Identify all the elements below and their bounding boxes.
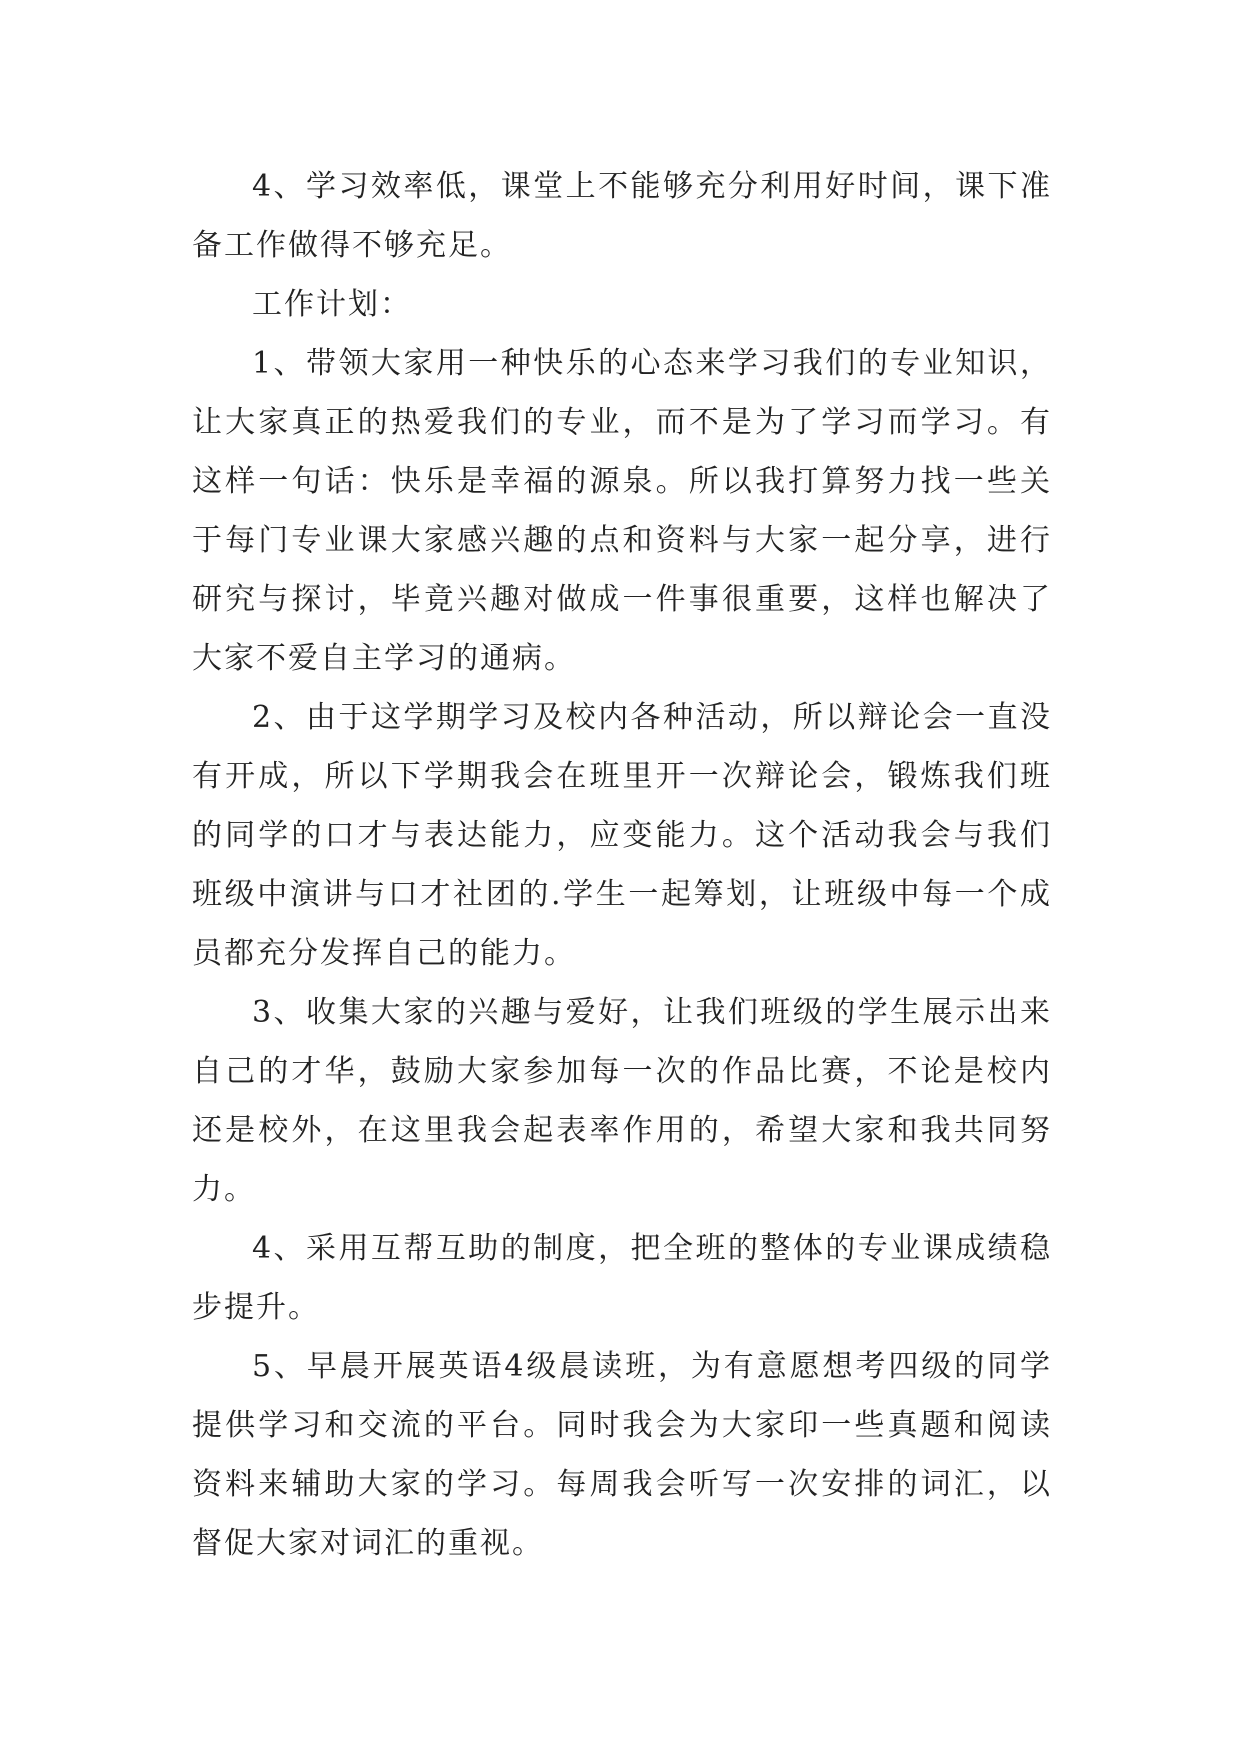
paragraph-plan-5: 5、早晨开展英语4级晨读班，为有意愿想考四级的同学提供学习和交流的平台。同时我会为大家印一些真题和阅读资料来辅助大家的学习。每周我会听写一次安排的词汇，以督促大家对词汇的重视。 — [192, 1349, 1052, 1561]
paragraph-problem-4: 4、学习效率低，课堂上不能够充分利用好时间，课下准备工作做得不够充足。 — [192, 169, 1052, 263]
paragraph-plan-2: 2、由于这学期学习及校内各种活动，所以辩论会一直没有开成，所以下学期我会在班里开一次辩论会，锻炼我们班的同学的口才与表达能力，应变能力。这个活动我会与我们班级中演讲与口才社团的.学生一起筹划，让班级中每一个成员都充分发挥自己的能力。 — [192, 700, 1052, 971]
paragraph-plan-3: 3、收集大家的兴趣与爱好，让我们班级的学生展示出来自己的才华，鼓励大家参加每一次的作品比赛，不论是校内还是校外，在这里我会起表率作用的，希望大家和我共同努力。 — [192, 995, 1052, 1207]
paragraph-plan-1: 1、带领大家用一种快乐的心态来学习我们的专业知识，让大家真正的热爱我们的专业，而不是为了学习而学习。有这样一句话：快乐是幸福的源泉。所以我打算努力找一些关于每门专业课大家感兴趣的点和资料与大家一起分享，进行研究与探讨，毕竟兴趣对做成一件事很重要，这样也解决了大家不爱自主学习的通病。 — [192, 346, 1052, 676]
paragraph-plan-4: 4、采用互帮互助的制度，把全班的整体的专业课成绩稳步提升。 — [192, 1231, 1052, 1325]
document-body — [192, 157, 1052, 1573]
section-heading-work-plan: 工作计划： — [252, 287, 412, 322]
